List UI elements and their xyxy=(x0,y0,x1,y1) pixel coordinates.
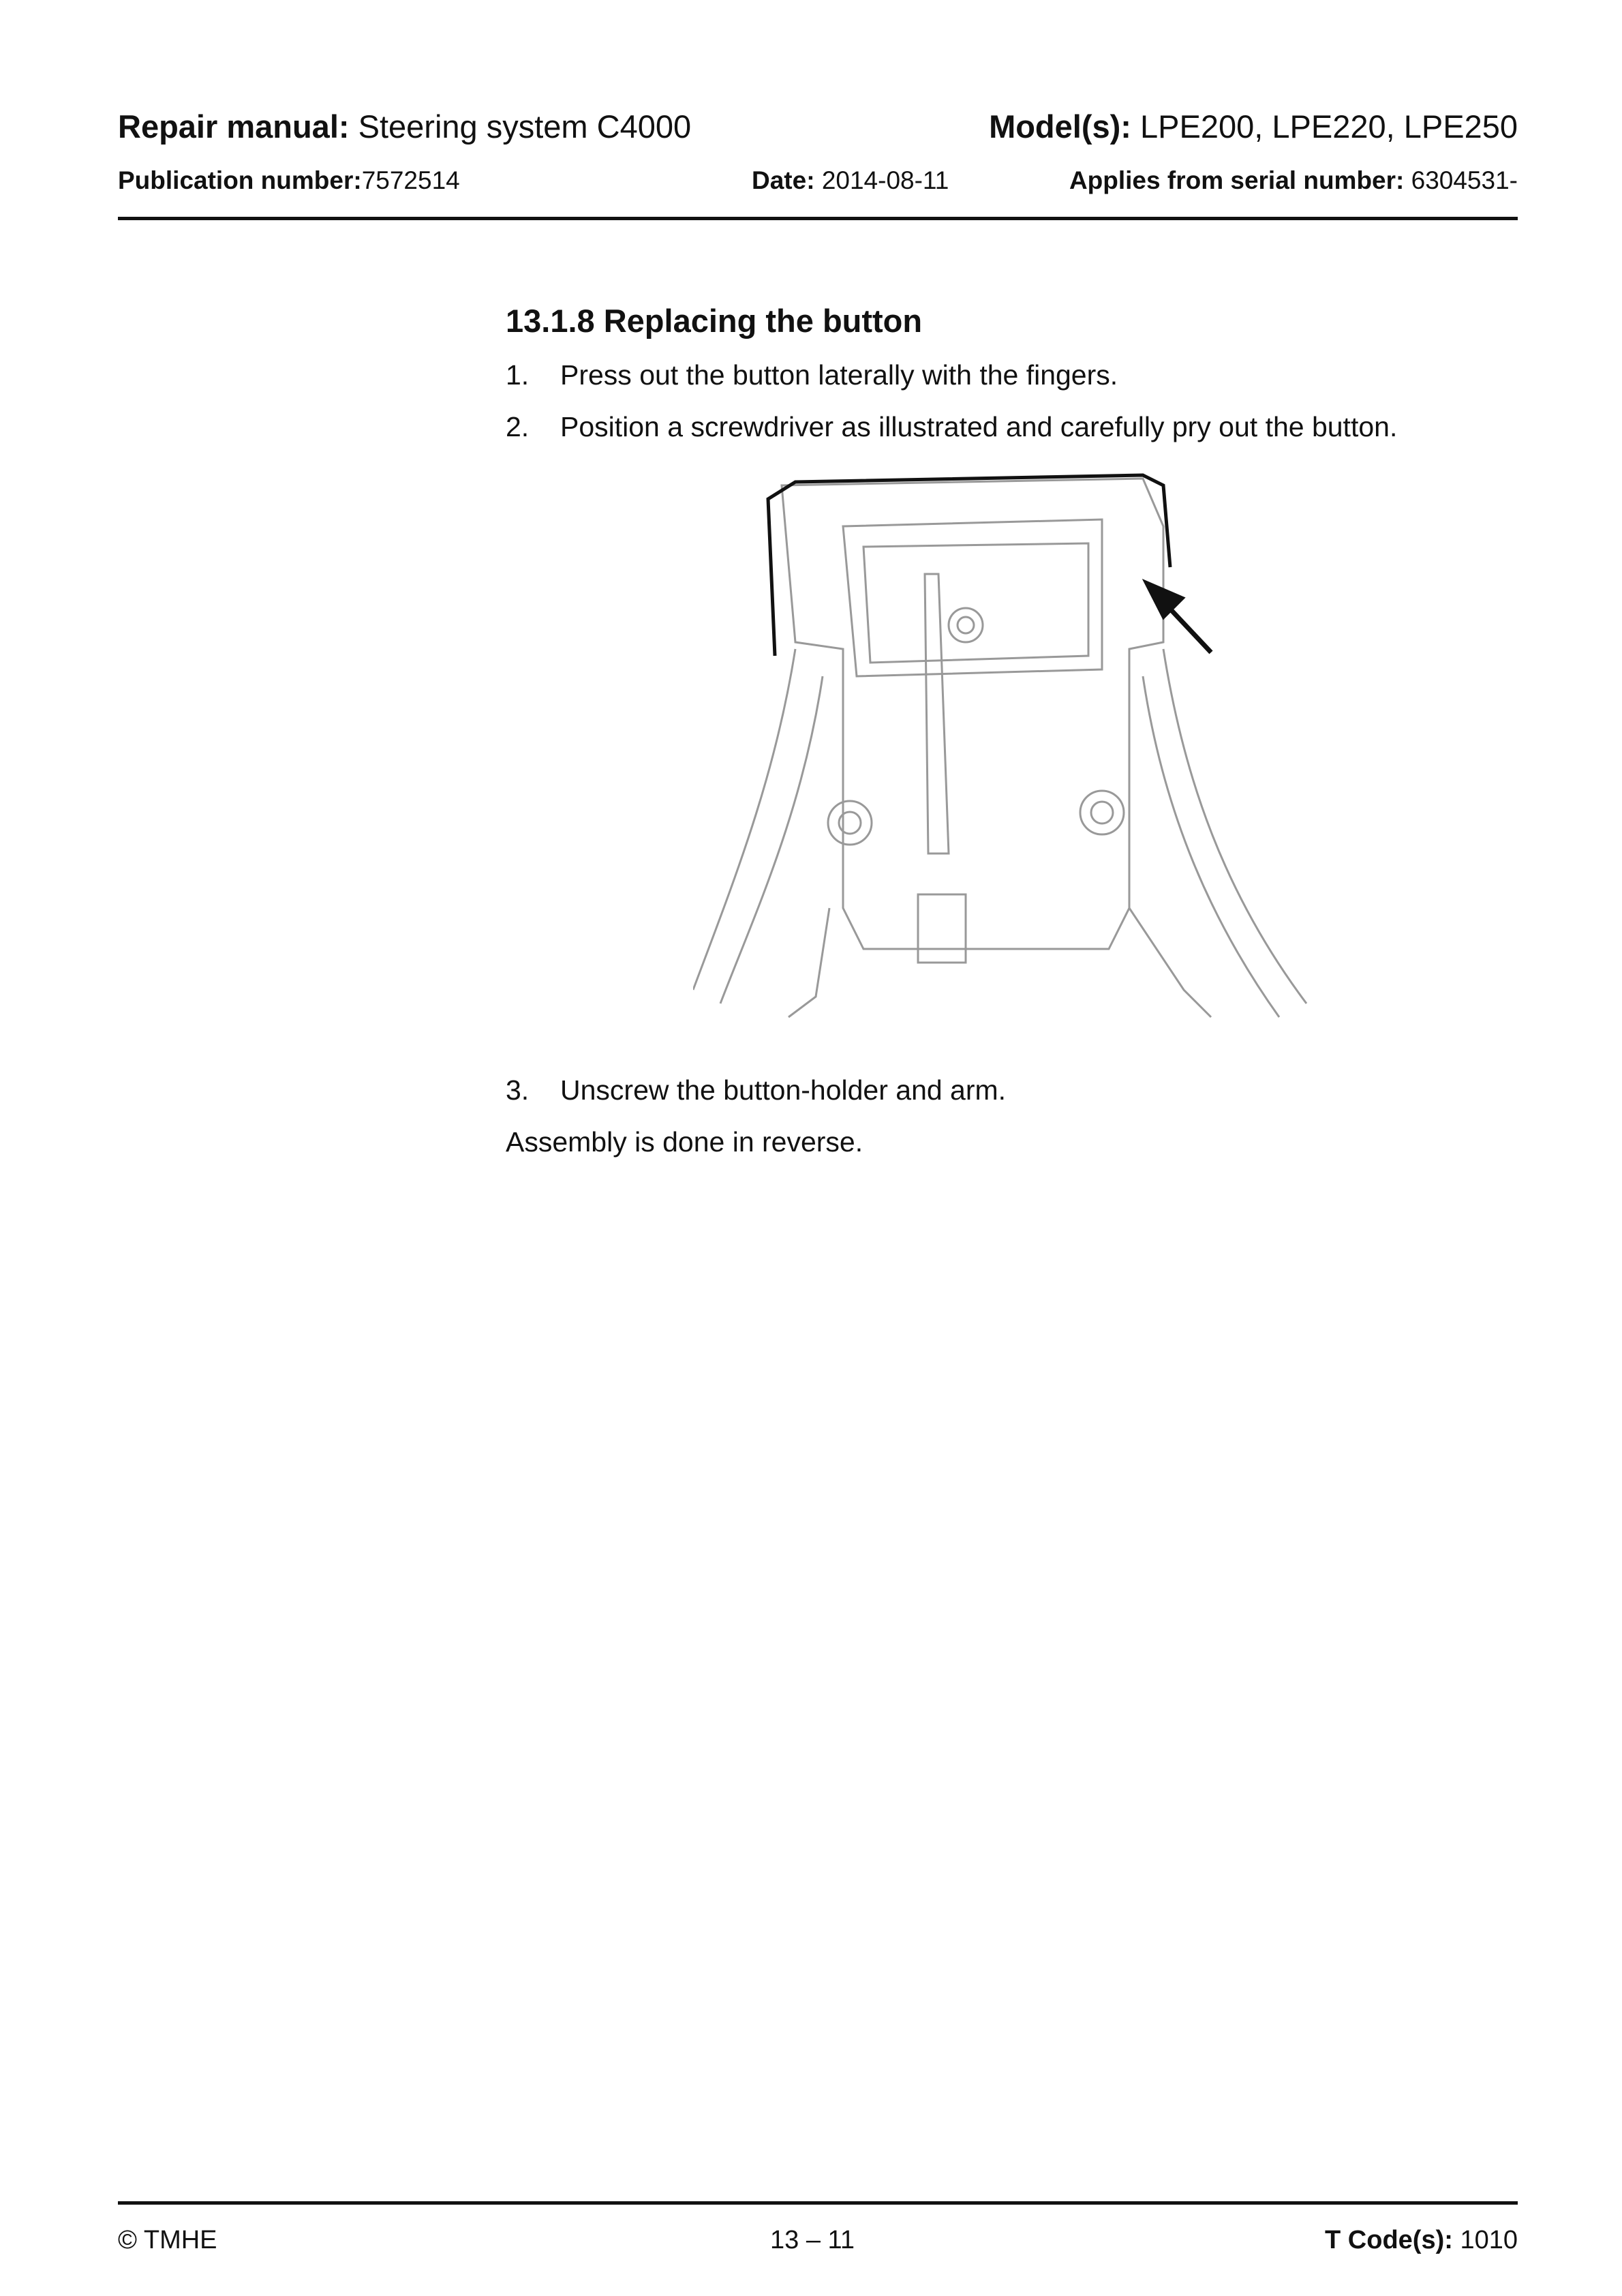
holder-outline xyxy=(782,479,1163,949)
center-screw-hole xyxy=(958,617,974,633)
header-rule xyxy=(118,217,1518,220)
publication-number: Publication number:7572514 xyxy=(118,166,460,194)
manual-title: Repair manual: Steering system C4000 xyxy=(118,108,692,145)
step-3: 3. Unscrew the button-holder and arm. xyxy=(506,1074,1007,1106)
date: Date: 2014-08-11 xyxy=(752,166,949,194)
center-screw xyxy=(949,608,983,642)
section-heading: 13.1.8 Replacing the button xyxy=(506,303,923,339)
button-cap-edge xyxy=(768,475,1170,656)
t-code: T Code(s): 1010 xyxy=(1325,2226,1518,2254)
side-arms xyxy=(693,649,1306,1017)
serial-number: Applies from serial number: 6304531- xyxy=(1069,166,1518,194)
closing-note: Assembly is done in reverse. xyxy=(506,1126,863,1158)
button-illustration xyxy=(693,472,1313,1044)
step-1: 1. Press out the button laterally with the fingers. xyxy=(506,359,1118,391)
copyright: © TMHE xyxy=(118,2226,217,2254)
right-screw-hole xyxy=(1091,802,1113,824)
arm xyxy=(918,574,966,963)
page-number: 13 – 11 xyxy=(770,2226,855,2254)
button-inner xyxy=(863,543,1088,663)
models: Model(s): LPE200, LPE220, LPE250 xyxy=(989,108,1518,145)
right-screw xyxy=(1080,791,1124,834)
left-screw xyxy=(828,801,872,845)
step-2: 2. Position a screwdriver as illustrated and carefully pry out the button. xyxy=(506,411,1398,442)
footer-rule xyxy=(118,2201,1518,2205)
